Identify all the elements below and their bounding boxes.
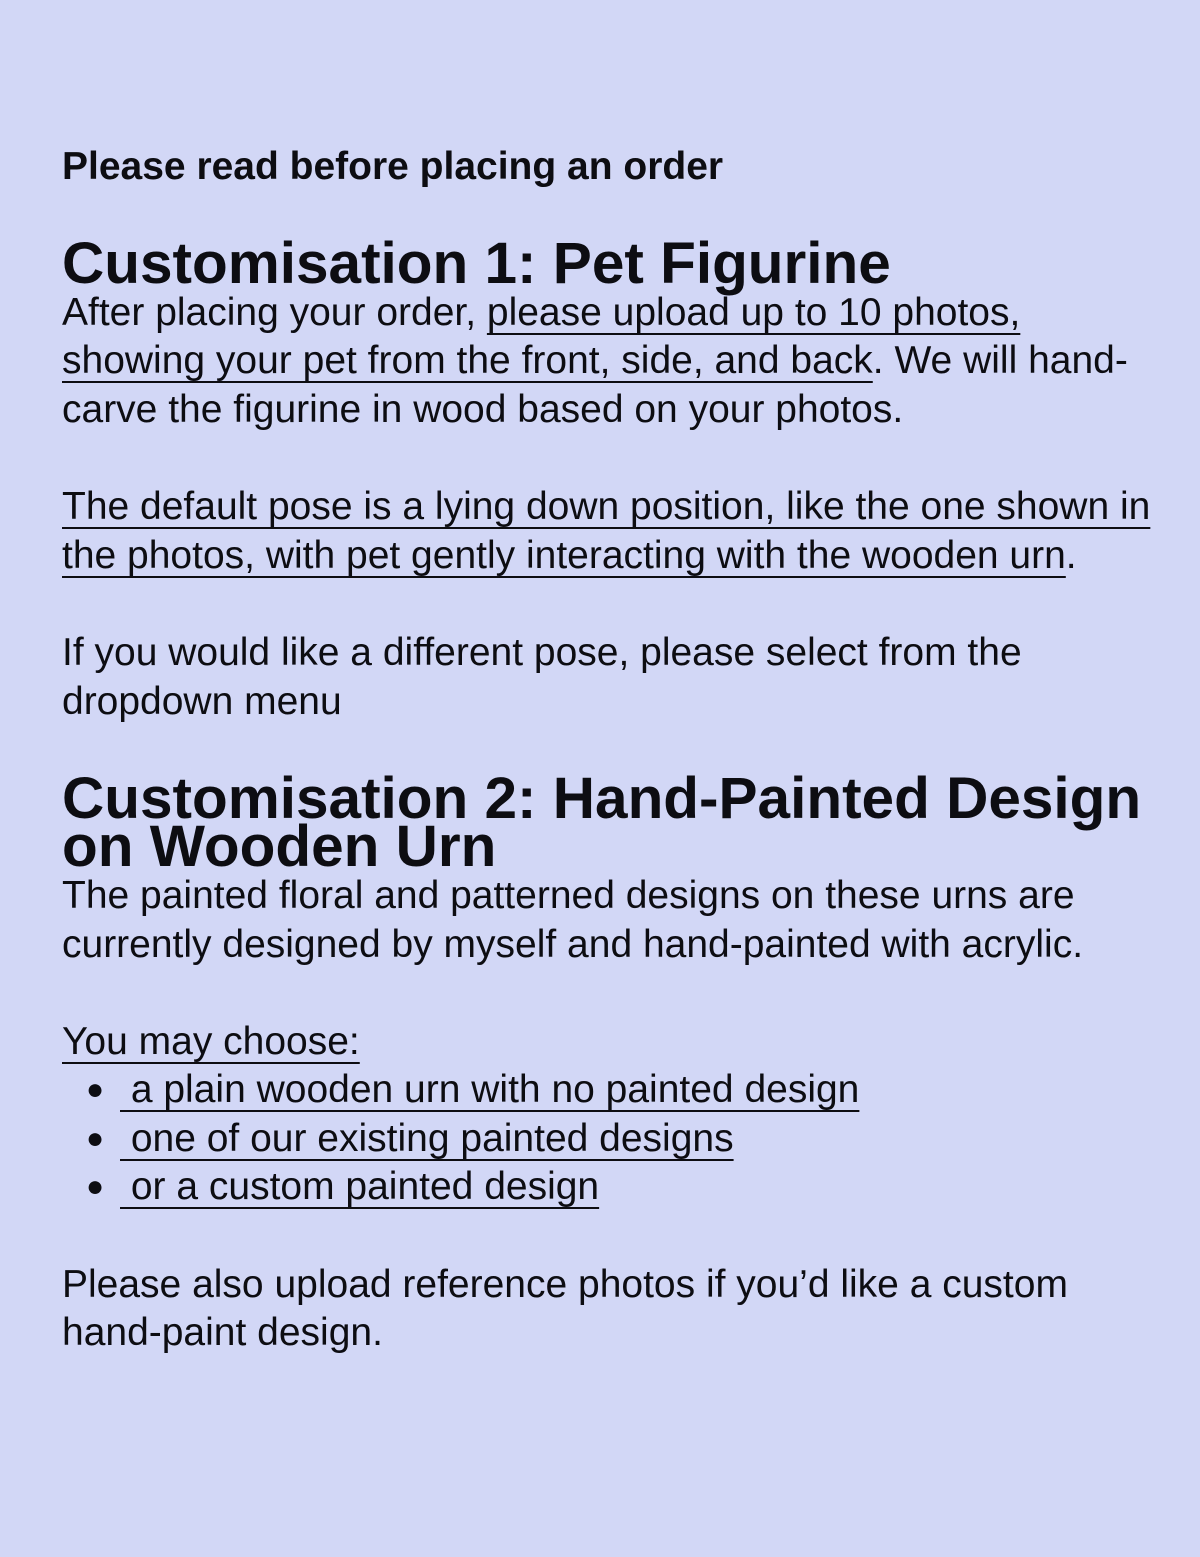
order-instructions [62, 143, 1162, 1358]
section2-paragraph-reference: Please also upload reference photos if you’d like a custom hand-paint design. [62, 1262, 1068, 1355]
choose-label: You may choose: [62, 1019, 360, 1063]
design-options-list [62, 1066, 1162, 1212]
section2-paragraph-designs: The painted floral and patterned designs on these urns are currently designed by myself and hand-painted with acrylic. [62, 873, 1084, 966]
option-custom-design: or a custom painted design [120, 1165, 600, 1209]
bullet-icon: ● [86, 1121, 105, 1155]
section1-paragraph-photos [62, 289, 1162, 435]
upload-photos-instruction: please upload up to 10 photos, showing your pet from the front, side, and back [62, 290, 1021, 383]
page-title: Please read before placing an order [62, 145, 724, 188]
section1-p2-post: . [1065, 533, 1077, 577]
list-item [62, 1163, 1162, 1212]
list-item [62, 1115, 1162, 1164]
section1-p1-pre: After placing your order, [62, 290, 487, 334]
choose-label-line [62, 1018, 1162, 1067]
option-existing-design: one of our existing painted designs [120, 1116, 734, 1160]
option-plain-urn: a plain wooden urn with no painted design [120, 1068, 860, 1112]
default-pose-note: The default pose is a lying down position, like the one shown in the photos, with pet gently interacting with the wooden urn [62, 485, 1151, 577]
bullet-icon: ● [86, 1170, 105, 1204]
section1-paragraph-dropdown: If you would like a different pose, please select from the dropdown menu [62, 630, 1022, 723]
section2-heading: Customisation 2: Hand-Painted Design on Wooden Urn [62, 765, 1142, 880]
section1-p1-post: . We will hand-carve the figurine in wood based on your photos. [62, 339, 1128, 431]
section1-heading: Customisation 1: Pet Figurine [62, 231, 891, 297]
bullet-icon: ● [86, 1073, 105, 1107]
section1-paragraph-pose [62, 483, 1162, 580]
list-item [62, 1066, 1162, 1115]
